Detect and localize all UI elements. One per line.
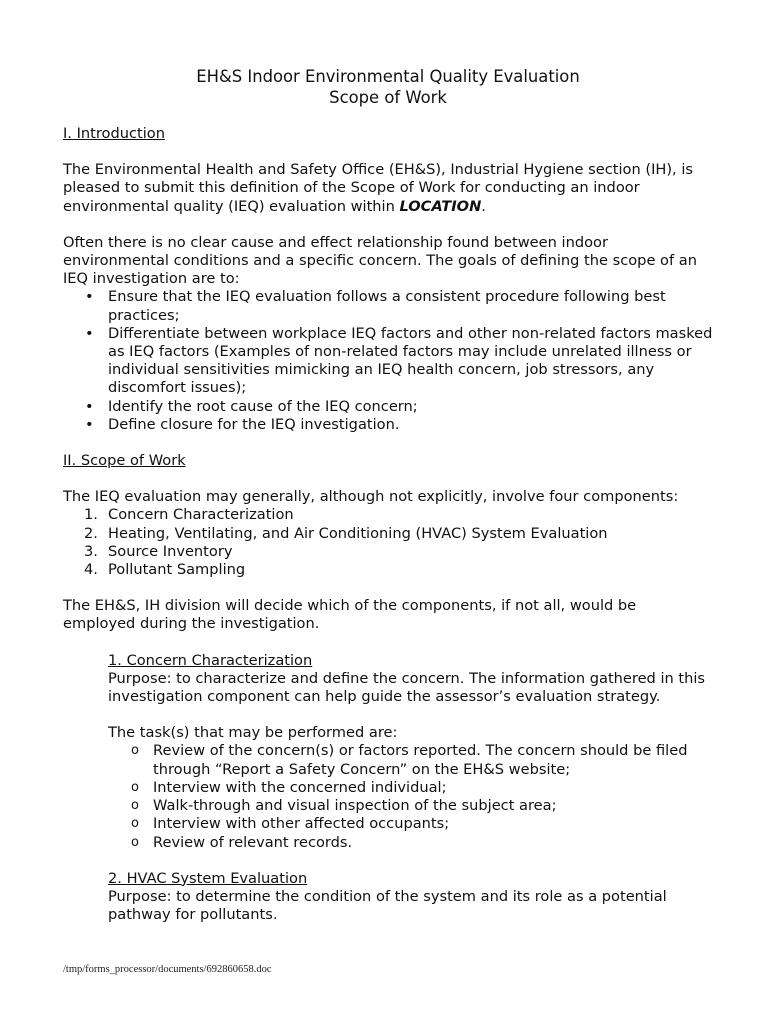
list-item: o Review of the concern(s) or factors reported. The concern should be filed through “Report a Safety Concern” on the EH&S website; <box>63 742 713 778</box>
scope-paragraph-1: The IEQ evaluation may generally, although not explicitly, involve four components: <box>63 488 679 506</box>
list-label: Source Inventory <box>108 542 233 560</box>
intro-para1-end: . <box>481 197 486 215</box>
concern-tasks-intro: The task(s) that may be performed are: <box>108 724 398 742</box>
concern-tasks-list <box>63 742 713 851</box>
title-line-1: EH&S Indoor Environmental Quality Evaluation <box>196 67 580 86</box>
components-list <box>63 506 713 579</box>
list-item: • Ensure that the IEQ evaluation follows a consistent procedure following best practices; <box>63 288 713 324</box>
scope-paragraph-2: The EH&S, IH division will decide which of the components, if not all, would be employed during the investigation. <box>63 597 637 633</box>
intro-para1-text: The Environmental Health and Safety Office (EH&S), Industrial Hygiene section (IH), is pleased to submit this definition of the Scope of Work for conducting an indoor environmental quality (IEQ) evaluation within <box>63 161 693 215</box>
list-item: • Differentiate between workplace IEQ factors and other non-related factors masked as IEQ factors (Examples of non-related factors may include unrelated illness or individual sensitivities mimicking an IEQ health concern, job stressors, any discomfort issues); <box>63 325 713 398</box>
scope-heading: II. Scope of Work <box>63 452 186 470</box>
document-body <box>63 66 713 924</box>
list-item: o Interview with other affected occupants; <box>63 815 713 833</box>
concern-heading: 1. Concern Characterization <box>108 651 313 669</box>
list-item <box>63 543 713 561</box>
list-item: o Walk-through and visual inspection of the subject area; <box>63 797 713 815</box>
document-title <box>63 66 713 108</box>
hvac-purpose: Purpose: to determine the condition of the system and its role as a potential pathway for pollutants. <box>108 887 667 924</box>
list-item <box>63 525 713 543</box>
list-item: • Identify the root cause of the IEQ concern; <box>63 398 713 416</box>
list-label: Heating, Ventilating, and Air Conditioning (HVAC) System Evaluation <box>108 524 608 542</box>
intro-paragraph-2: Often there is no clear cause and effect relationship found between indoor environmental conditions and a specific concern. The goals of defining the scope of an IEQ investigation are to: <box>63 233 697 288</box>
list-item: • Define closure for the IEQ investigation. <box>63 416 713 434</box>
list-number: 2. <box>84 524 98 542</box>
title-line-2: Scope of Work <box>329 88 447 107</box>
hvac-heading: 2. HVAC System Evaluation <box>108 869 308 887</box>
footer-file-path: /tmp/forms_processor/documents/692860658.doc <box>63 964 272 975</box>
goals-list <box>63 288 713 434</box>
list-item: o Interview with the concerned individual; <box>63 779 713 797</box>
intro-heading: I. Introduction <box>63 125 165 142</box>
location-placeholder: LOCATION <box>399 197 482 215</box>
list-label: Pollutant Sampling <box>108 561 246 579</box>
list-number: 3. <box>84 542 98 560</box>
list-item <box>63 561 713 579</box>
list-item: o Review of relevant records. <box>63 834 713 852</box>
list-label: Concern Characterization <box>108 506 294 524</box>
list-number: 4. <box>84 561 98 579</box>
list-item <box>63 506 713 524</box>
intro-paragraph-1 <box>63 161 713 216</box>
concern-purpose: Purpose: to characterize and define the concern. The information gathered in this investigation component can help guide the assessor’s evaluation strategy. <box>108 669 706 706</box>
list-number: 1. <box>84 506 98 524</box>
